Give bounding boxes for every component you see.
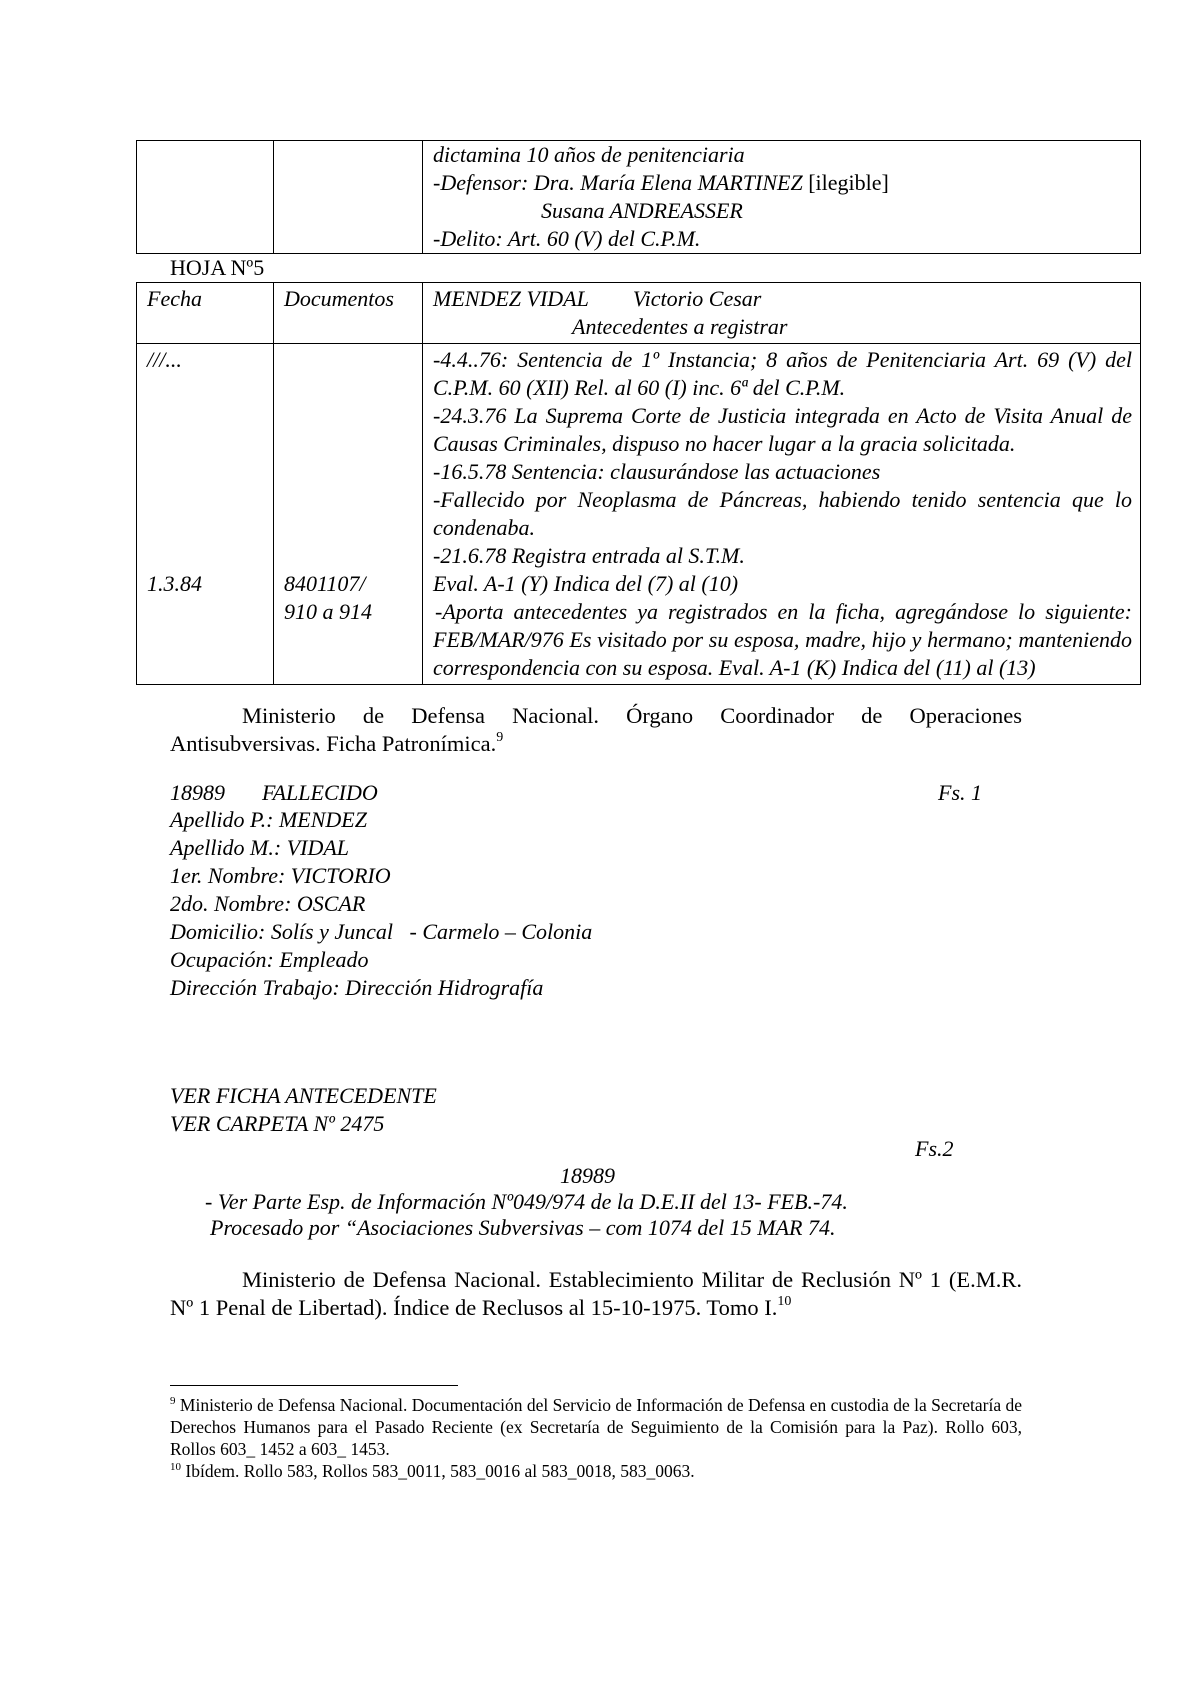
ficha-status: FALLECIDO bbox=[262, 780, 378, 805]
date-value: 1.3.84 bbox=[147, 571, 202, 596]
footnote-divider bbox=[170, 1385, 458, 1386]
records-table bbox=[136, 282, 1141, 685]
ficha-references bbox=[170, 1082, 437, 1138]
footnotes bbox=[170, 1394, 1022, 1482]
documents-cell bbox=[274, 344, 423, 685]
footnote-number: 9 bbox=[170, 1395, 176, 1407]
ficha-line: Apellido P.: MENDEZ bbox=[170, 807, 367, 832]
record-entry: -16.5.78 Sentencia: clausurándose las actuaciones bbox=[433, 459, 881, 484]
ficha-line: Apellido M.: VIDAL bbox=[170, 835, 350, 860]
subject-given-names: Victorio Cesar bbox=[632, 286, 762, 311]
ficha-line: Dirección Trabajo: Dirección Hidrografía bbox=[170, 975, 544, 1000]
subject-name-line bbox=[433, 285, 1132, 313]
footnote-text: Ministerio de Defensa Nacional. Documentación del Servicio de Información de Defensa en custodia de la Secretaría de Derechos Humanos para el Pasado Reciente (ex Secretaría de Seguimiento de la Comisión para la Paz). Rollo 603, Rollos 603_ 1452 a 603_ 1453. bbox=[170, 1395, 1023, 1459]
ficha-line: VER FICHA ANTECEDENTE bbox=[170, 1083, 437, 1108]
header-subtitle: Antecedentes a registrar bbox=[572, 314, 788, 339]
ficha-line: Procesado por “Asociaciones Subversivas – com 1074 del 15 MAR 74. bbox=[210, 1215, 836, 1240]
footnote-text: Ibídem. Rollo 583, Rollos 583_0011, 583_0016 al 583_0018, 583_0063. bbox=[185, 1461, 695, 1481]
documents-cell bbox=[274, 141, 423, 254]
record-line bbox=[433, 169, 1132, 197]
record-line: dictamina 10 años de penitenciaria bbox=[433, 142, 745, 167]
date-value: ///... bbox=[147, 347, 182, 372]
header-subject bbox=[423, 283, 1141, 344]
footnote-number: 10 bbox=[170, 1461, 181, 1473]
record-line: -Delito: Art. 60 (V) del C.P.M. bbox=[433, 226, 701, 251]
document-ref: 910 a 914 bbox=[284, 599, 372, 624]
header-date: Fecha bbox=[137, 283, 274, 344]
folio-label: Fs. 1 bbox=[938, 780, 982, 805]
defensor-text: -Defensor: Dra. María Elena MARTINEZ bbox=[433, 170, 803, 195]
records-cell bbox=[423, 344, 1141, 685]
ficha-line: Domicilio: Solís y Juncal - Carmelo – Colonia bbox=[170, 919, 593, 944]
ficha-line: 2do. Nombre: OSCAR bbox=[170, 891, 366, 916]
source-paragraph bbox=[170, 702, 1022, 758]
ficha-line: VER CARPETA Nº 2475 bbox=[170, 1111, 385, 1136]
records-cell bbox=[423, 141, 1141, 254]
table-header-row bbox=[137, 283, 1141, 344]
date-cell bbox=[137, 344, 274, 685]
ficha-line: - Ver Parte Esp. de Información Nº049/974 de la D.E.II del 13- FEB.-74. bbox=[205, 1189, 848, 1214]
folio-label: Fs.2 bbox=[915, 1136, 954, 1161]
continuation-table bbox=[136, 140, 1141, 254]
spacer bbox=[147, 374, 265, 570]
ficha-number: 18989 bbox=[560, 1163, 615, 1188]
spacer bbox=[284, 346, 414, 570]
record-entry: -21.6.78 Registra entrada al S.T.M. bbox=[433, 543, 745, 568]
record-entry: Eval. A-1 (Y) Indica del (7) al (10) bbox=[433, 571, 739, 596]
paragraph-body bbox=[170, 1266, 1022, 1322]
header-documents: Documentos bbox=[274, 283, 423, 344]
ficha-number: 18989 bbox=[170, 780, 225, 805]
paragraph-text: Ministerio de Defensa Nacional. Órgano Coordinador de Operaciones Antisubversivas. Ficha Patronímica. bbox=[170, 703, 1022, 756]
footnote-ref: 10 bbox=[777, 1294, 792, 1309]
ficha-line: Ocupación: Empleado bbox=[170, 947, 369, 972]
table-row bbox=[137, 344, 1141, 685]
subject-surname: MENDEZ VIDAL bbox=[433, 286, 589, 311]
illegible-note: [ilegible] bbox=[808, 170, 889, 195]
document-ref: 8401107/ bbox=[284, 571, 366, 596]
record-line: Susana ANDREASSER bbox=[541, 198, 743, 223]
record-entry: -Fallecido por Neoplasma de Páncreas, habiendo tenido sentencia que lo condenaba. bbox=[433, 487, 1132, 540]
footnote bbox=[170, 1394, 1022, 1460]
record-entry: -4.4..76: Sentencia de 1º Instancia; 8 años de Penitenciaria Art. 69 (V) del C.P.M. 60 (XII) Rel. al 60 (I) inc. 6ª del C.P.M. bbox=[433, 347, 1132, 400]
paragraph-body bbox=[170, 702, 1022, 758]
source-paragraph bbox=[170, 1266, 1022, 1322]
ficha-details bbox=[170, 806, 592, 1002]
footnote bbox=[170, 1460, 1022, 1482]
footnote-ref: 9 bbox=[496, 730, 504, 745]
paragraph-text: Ministerio de Defensa Nacional. Establecimiento Militar de Reclusión Nº 1 (E.M.R. Nº 1 Penal de Libertad). Índice de Reclusos al 15-10-1975. Tomo I. bbox=[170, 1267, 1022, 1320]
date-cell bbox=[137, 141, 274, 254]
record-entry: -Aporta antecedentes ya registrados en la ficha, agregándose lo siguiente: FEB/MAR/976 Es visitado por su esposa, madre, hijo y hermano; manteniendo correspondencia con su esposa. Eval. A-1 (K) Indica del (11) al (13) bbox=[433, 599, 1132, 680]
ficha-line: 1er. Nombre: VICTORIO bbox=[170, 863, 391, 888]
table-row bbox=[137, 141, 1141, 254]
sheet-label: HOJA Nº5 bbox=[170, 255, 265, 280]
record-entry: -24.3.76 La Suprema Corte de Justicia integrada en Acto de Visita Anual de Causas Criminales, dispuso no hacer lugar a la gracia solicitada. bbox=[433, 403, 1132, 456]
